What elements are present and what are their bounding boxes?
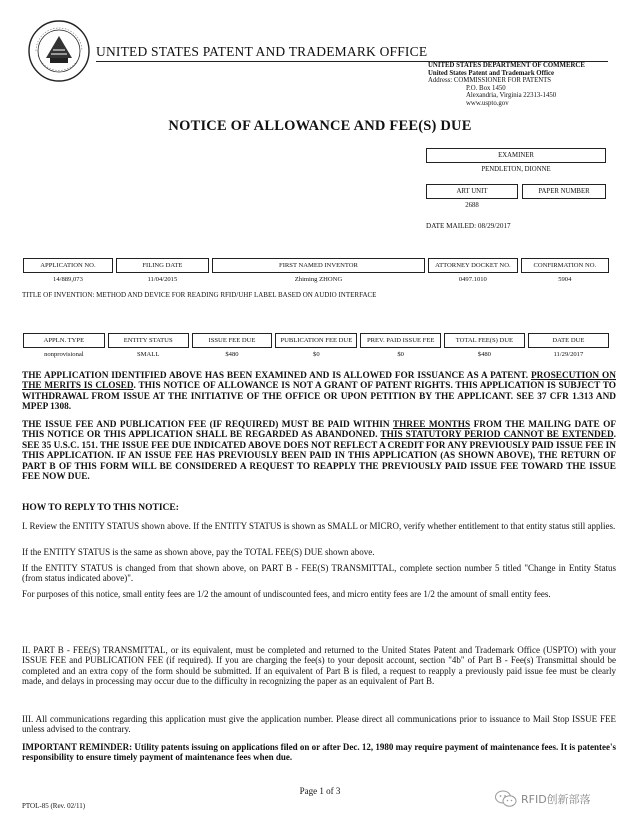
issue-fee-due: $480 [225, 350, 239, 358]
header-issue-fee-due: ISSUE FEE DUE [192, 333, 273, 348]
form-number: PTOL-85 (Rev. 02/11) [22, 802, 86, 810]
header-prev-paid-fee: PREV. PAID ISSUE FEE [360, 333, 441, 348]
filing-date: 11/04/2015 [147, 275, 178, 283]
instruction-1: I. Review the ENTITY STATUS shown above. If the ENTITY STATUS is shown as SMALL or MICRO, verify whether entitlement to that entity status still applies. [22, 521, 616, 531]
header-appln-type: APPLN. TYPE [23, 333, 105, 348]
header-filing-date: FILING DATE [116, 258, 209, 273]
paper-number-label: PAPER NUMBER [522, 184, 606, 199]
application-table-row [23, 273, 609, 285]
application-table-header [23, 258, 609, 273]
entity-status: SMALL [137, 350, 160, 358]
fee-table-header [23, 333, 609, 348]
header-confirmation-no: CONFIRMATION NO. [521, 258, 609, 273]
prev-paid-fee: $0 [397, 350, 404, 358]
date-due: 11/29/2017 [553, 350, 584, 358]
important-reminder: IMPORTANT REMINDER: Utility patents issuing on applications filed on or after Dec. 12, 1980 may require payment of maintenance fees. It is patentee's responsibility to ensure timely payment of maintenance fees when due. [22, 742, 616, 763]
dept-line-2: United States Patent and Trademark Office [428, 69, 555, 77]
dept-line-3: Address: COMMISSIONER FOR PATENTS [428, 77, 552, 85]
instruction-2: If the ENTITY STATUS is the same as shown above, pay the TOTAL FEE(S) DUE shown above. [22, 547, 375, 557]
confirmation-no: 5904 [558, 275, 572, 283]
publication-fee-due: $0 [313, 350, 320, 358]
dept-line-5: Alexandria, Virginia 22313-1450 [466, 92, 557, 100]
wechat-icon [495, 790, 517, 808]
appln-type: nonprovisional [44, 350, 84, 358]
fee-text-b: THREE MONTHS [392, 420, 471, 430]
header-date-due: DATE DUE [528, 333, 609, 348]
how-to-reply-heading: HOW TO REPLY TO THIS NOTICE: [22, 503, 179, 513]
dept-line-6: www.uspto.gov [466, 99, 509, 107]
attorney-docket: 0497.1010 [458, 275, 487, 283]
allowance-paragraph [22, 371, 616, 413]
instruction-4: For purposes of this notice, small entity fees are 1/2 the amount of undiscounted fees, and micro entity fees are 1/2 the amount of small entity fees. [22, 589, 551, 599]
allowance-text-b: PROSECUTION ON THE MERITS IS CLOSED [22, 371, 616, 392]
examiner-name: PENDLETON, DIONNE [481, 166, 551, 173]
total-fees-due: $480 [477, 350, 491, 358]
fee-text-a: THE ISSUE FEE AND PUBLICATION FEE (IF REQUIRED) MUST BE PAID WITHIN [22, 420, 393, 430]
allowance-text-a: THE APPLICATION IDENTIFIED ABOVE HAS BEEN EXAMINED AND IS ALLOWED FOR ISSUANCE AS A PATENT. [22, 371, 531, 381]
header-application-no: APPLICATION NO. [23, 258, 113, 273]
header-publication-fee-due: PUBLICATION FEE DUE [275, 333, 357, 348]
fee-text-e: . SEE 35 U.S.C. 151. THE ISSUE FEE DUE INDICATED ABOVE DOES NOT REFLECT A CREDIT FOR ANY PREVIOUSLY PAID ISSUE FEE IN THIS APPLICATION. IF AN ISSUE FEE HAS PREVIOUSLY BEEN PAID IN THIS APPLICATION (AS SHOWN ABOVE), THE RETURN OF PART B OF THIS FORM WILL BE CONSIDERED A REQUEST TO REAPPLY THE PREVIOUSLY PAID ISSUE FEE TOWARD THE ISSUE FEE NOW DUE. [22, 430, 616, 483]
dept-line-4: P.O. Box 1450 [466, 84, 506, 92]
department-address [428, 62, 606, 108]
fee-table-row [23, 348, 609, 360]
invention-title: TITLE OF INVENTION: METHOD AND DEVICE FOR READING RFID/UHF LABEL BASED ON AUDIO INTERFACE [22, 291, 377, 299]
fee-text-d: THIS STATUTORY PERIOD CANNOT BE EXTENDED [380, 430, 614, 441]
header-entity-status: ENTITY STATUS [108, 333, 189, 348]
fee-paragraph [22, 420, 616, 482]
fee-table [20, 333, 612, 360]
allowance-text-c: . THIS NOTICE OF ALLOWANCE IS NOT A GRANT OF PATENT RIGHTS. THIS APPLICATION IS SUBJECT TO WITHDRAWAL FROM ISSUE AT THE INITIATIVE OF THE OFFICE OR UPON PETITION BY THE APPLICANT. SEE 37 CFR 1.313 AND MPEP 1308. [22, 381, 616, 413]
application-no: 14/889,073 [53, 275, 83, 283]
office-name: UNITED STATES PATENT AND TRADEMARK OFFICE [96, 44, 428, 59]
instruction-3: If the ENTITY STATUS is changed from that shown above, on PART B - FEE(S) TRANSMITTAL, complete section number 5 titled "Change in Entity Status (from status indicated above)". [22, 563, 616, 584]
watermark-text: RFID创新部落 [521, 793, 591, 806]
examiner-label: EXAMINER [426, 148, 606, 163]
header-attorney-docket: ATTORNEY DOCKET NO. [428, 258, 518, 273]
art-unit-value: 2688 [465, 202, 479, 209]
header-first-inventor: FIRST NAMED INVENTOR [212, 258, 425, 273]
uspto-seal-icon [28, 20, 90, 82]
page-number: Page 1 of 3 [299, 786, 341, 796]
instruction-5: II. PART B - FEE(S) TRANSMITTAL, or its equivalent, must be completed and returned to the United States Patent and Trademark Office (USPTO) with your ISSUE FEE and PUBLICATION FEE (if required). If you are charging the fee(s) to your deposit account, section "4b" of Part B - Fee(s) Transmittal should be completed and an extra copy of the form should be submitted. If an equivalent of Part B is filed, a request to reapply a previously paid issue fee must be clearly made, and delays in processing may occur due to the difficulty in recognizing the paper as an equivalent of Part B. [22, 645, 616, 687]
header-total-fees-due: TOTAL FEE(S) DUE [444, 333, 525, 348]
dept-line-1: UNITED STATES DEPARTMENT OF COMMERCE [428, 62, 585, 69]
art-unit-label: ART UNIT [426, 184, 518, 199]
page-title: NOTICE OF ALLOWANCE AND FEE(S) DUE [168, 118, 472, 134]
watermark [495, 790, 591, 808]
application-table [20, 258, 612, 285]
fee-text-c: FROM THE MAILING DATE OF THIS NOTICE OR THIS APPLICATION SHALL BE REGARDED AS ABANDONED. [22, 420, 617, 441]
date-mailed: DATE MAILED: 08/29/2017 [426, 222, 511, 230]
instruction-6: III. All communications regarding this application must give the application number. Please direct all communications prior to issuance to Mail Stop ISSUE FEE unless advised to the contrary. [22, 714, 616, 735]
first-inventor: Zhiming ZHONG [294, 275, 343, 283]
